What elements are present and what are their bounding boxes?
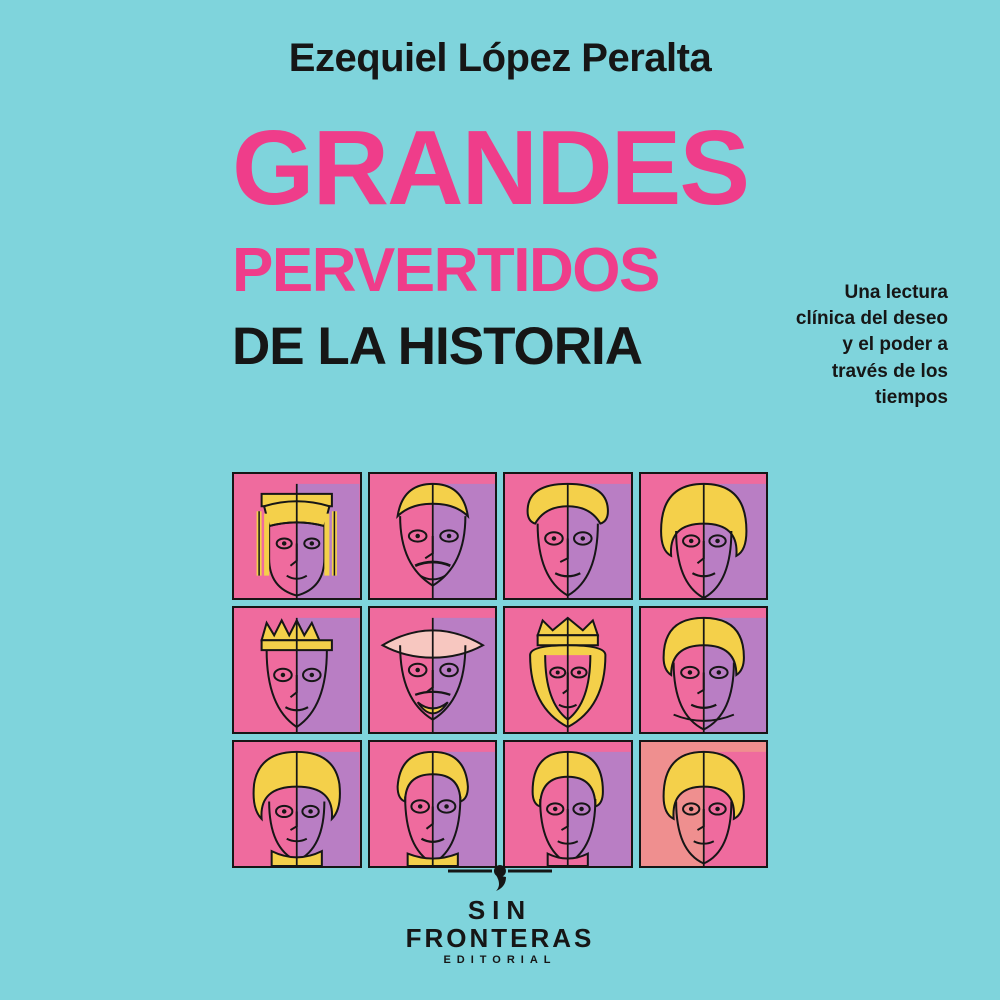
- portrait-cell-10: [368, 740, 498, 868]
- author-name: Ezequiel López Peralta: [288, 36, 712, 80]
- title-block: [232, 109, 792, 376]
- portrait-cell-2: [368, 472, 498, 600]
- portrait-grid: [232, 472, 768, 868]
- portrait-cell-1: [232, 472, 362, 600]
- publisher-name-line-2: FRONTERAS: [405, 922, 595, 953]
- publisher-logo: [0, 861, 1000, 966]
- title-line-1: GRANDES: [232, 109, 749, 227]
- portrait-cell-5: [232, 606, 362, 734]
- publisher-name-line-1: SIN: [467, 895, 533, 926]
- title-line-3: DE LA HISTORIA: [232, 316, 643, 376]
- cover-tagline: Una lectura clínica del deseo y el poder a través de los tiempos: [795, 282, 948, 408]
- publisher-name-line-3: EDITORIAL: [443, 954, 557, 966]
- portrait-cell-8: [639, 606, 769, 734]
- sin-fronteras-mark-icon: [440, 861, 560, 895]
- portrait-cell-4: [639, 472, 769, 600]
- portrait-cell-11: [503, 740, 633, 868]
- portrait-cell-9: [232, 740, 362, 868]
- portrait-cell-3: [503, 472, 633, 600]
- portrait-cell-6: [368, 606, 498, 734]
- portrait-cell-7: [503, 606, 633, 734]
- title-line-2: PERVERTIDOS: [232, 235, 659, 305]
- portrait-cell-12: [639, 740, 769, 868]
